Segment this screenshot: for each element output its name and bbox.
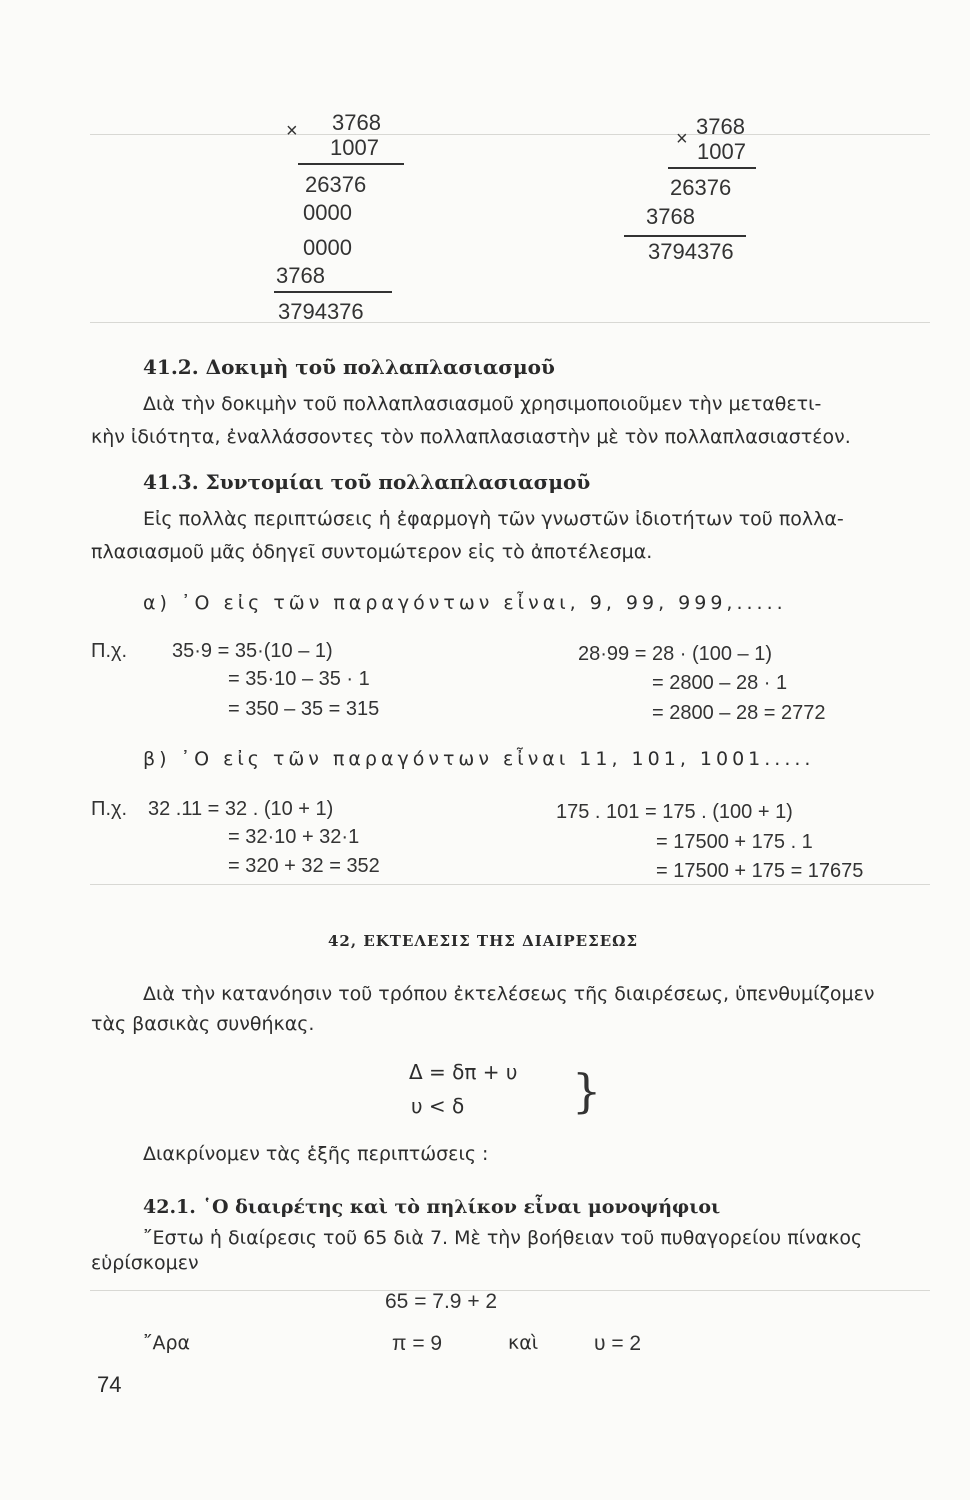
page-number: 74 — [97, 1372, 122, 1397]
bleed-through — [90, 322, 930, 323]
s42-line1: Διὰ τὴν κατανόησιν τοῦ τρόπου ἐκτελέσεως τῆς διαιρέσεως, ὑπενθυμίζομεν — [143, 983, 875, 1005]
case-b-right-1: 175 . 101 = 175 . (100 + 1) — [556, 801, 793, 823]
condition-eq2: υ < δ — [411, 1094, 465, 1118]
case-b-right-2: = 17500 + 175 . 1 — [656, 831, 813, 853]
quotient-value: π = 9 — [392, 1332, 443, 1355]
s412-line2: κὴν ἰδιότητα, ἐναλλάσσοντες τὸν πολλαπλασιαστὴν μὲ τὸν πολλαπλασιαστέον. — [91, 426, 851, 448]
calc-right-r2: 1007 — [697, 139, 746, 164]
case-a-right-3: = 2800 – 28 = 2772 — [652, 702, 826, 724]
section-41-2-heading: 41.2. Δοκιμὴ τοῦ πολλαπλασιασμοῦ — [143, 355, 555, 379]
case-b-left-2: = 32·10 + 32·1 — [228, 826, 360, 848]
calc-left-r3: 26376 — [305, 172, 367, 197]
section-41-3-heading: 41.3. Συντομίαι τοῦ πολλαπλασιασμοῦ — [143, 470, 591, 494]
calc-right-rule2 — [624, 235, 746, 237]
calc-left-r6: 3768 — [276, 263, 325, 288]
case-a-left-3: = 350 – 35 = 315 — [228, 698, 380, 720]
calc-right-r4: 3768 — [646, 204, 695, 229]
calc-right-r3: 26376 — [670, 175, 732, 200]
remainder-value: υ = 2 — [594, 1332, 642, 1355]
calc-left-r5: 0000 — [303, 235, 352, 260]
case-a-left-2: = 35·10 – 35 · 1 — [228, 668, 370, 690]
example-prefix: Π.χ. — [91, 640, 128, 662]
section-42-1-heading: 42.1. ῾Ο διαιρέτης καὶ τὸ πηλίκον εἶναι μονοψήφιοι — [143, 1196, 721, 1218]
case-a-right-2: = 2800 – 28 · 1 — [652, 672, 788, 694]
calc-right-rule1 — [668, 167, 756, 169]
calc-left-r4: 0000 — [303, 200, 352, 225]
s42-line2: τὰς βασικὰς συνθήκας. — [91, 1013, 315, 1035]
calc-left-r1: 3768 — [332, 110, 381, 135]
case-b-right-3: = 17500 + 175 = 17675 — [656, 860, 864, 882]
bleed-through — [90, 884, 930, 885]
times-symbol: × — [676, 128, 688, 150]
calc-right-r5: 3794376 — [648, 239, 734, 264]
bleed-through — [90, 134, 930, 135]
s413-line1: Εἰς πολλὰς περιπτώσεις ἡ ἐφαρμογὴ τῶν γνωστῶν ἰδιοτήτων τοῦ πολλα- — [143, 508, 844, 530]
example-prefix: Π.χ. — [91, 798, 128, 820]
s413-line2: πλασιασμοῦ μᾶς ὁδηγεῖ συντομώτερον εἰς τὸ ἀποτέλεσμα. — [91, 541, 653, 563]
kai-word: καὶ — [508, 1332, 539, 1354]
cases-intro: Διακρίνομεν τὰς ἑξῆς περιπτώσεις : — [143, 1143, 489, 1165]
calc-left-r7: 3794376 — [278, 299, 364, 324]
case-a-label: α) ᾿Ο εἰς τῶν παραγόντων εἶναι, 9, 99, 999,..... — [143, 592, 787, 614]
calc-left-r2: 1007 — [330, 135, 379, 160]
case-b-label: β) ᾿Ο εἰς τῶν παραγόντων εἶναι 11, 101, 1001..... — [143, 748, 815, 770]
s421-line2: εὑρίσκομεν — [91, 1252, 199, 1274]
s412-line1: Διὰ τὴν δοκιμὴν τοῦ πολλαπλασιασμοῦ χρησιμοποιοῦμεν τὴν μεταθετι- — [143, 393, 822, 415]
bleed-through — [90, 1290, 930, 1291]
calc-right-r1: 3768 — [696, 114, 745, 139]
brace-symbol: } — [572, 1064, 602, 1118]
section-42-heading: 42, ΕΚΤΕΛΕΣΙΣ ΤΗΣ ΔΙΑΙΡΕΣΕΩΣ — [328, 932, 639, 950]
times-symbol: × — [286, 120, 298, 142]
ara-word: ῎Αρα — [143, 1332, 191, 1354]
condition-eq1: Δ = δπ + υ — [409, 1060, 518, 1084]
s421-line1: ῎Εστω ἡ διαίρεσις τοῦ 65 διὰ 7. Μὲ τὴν βοήθειαν τοῦ πυθαγορείου πίνακος — [143, 1227, 863, 1249]
case-a-right-1: 28·99 = 28 · (100 – 1) — [578, 643, 773, 665]
case-a-left-1: 35·9 = 35·(10 – 1) — [172, 640, 333, 662]
division-equation: 65 = 7.9 + 2 — [385, 1290, 498, 1313]
case-b-left-3: = 320 + 32 = 352 — [228, 855, 380, 877]
calc-left-rule1 — [298, 163, 404, 165]
case-b-left-1: 32 .11 = 32 . (10 + 1) — [148, 798, 334, 820]
calc-left-rule2 — [274, 291, 392, 293]
